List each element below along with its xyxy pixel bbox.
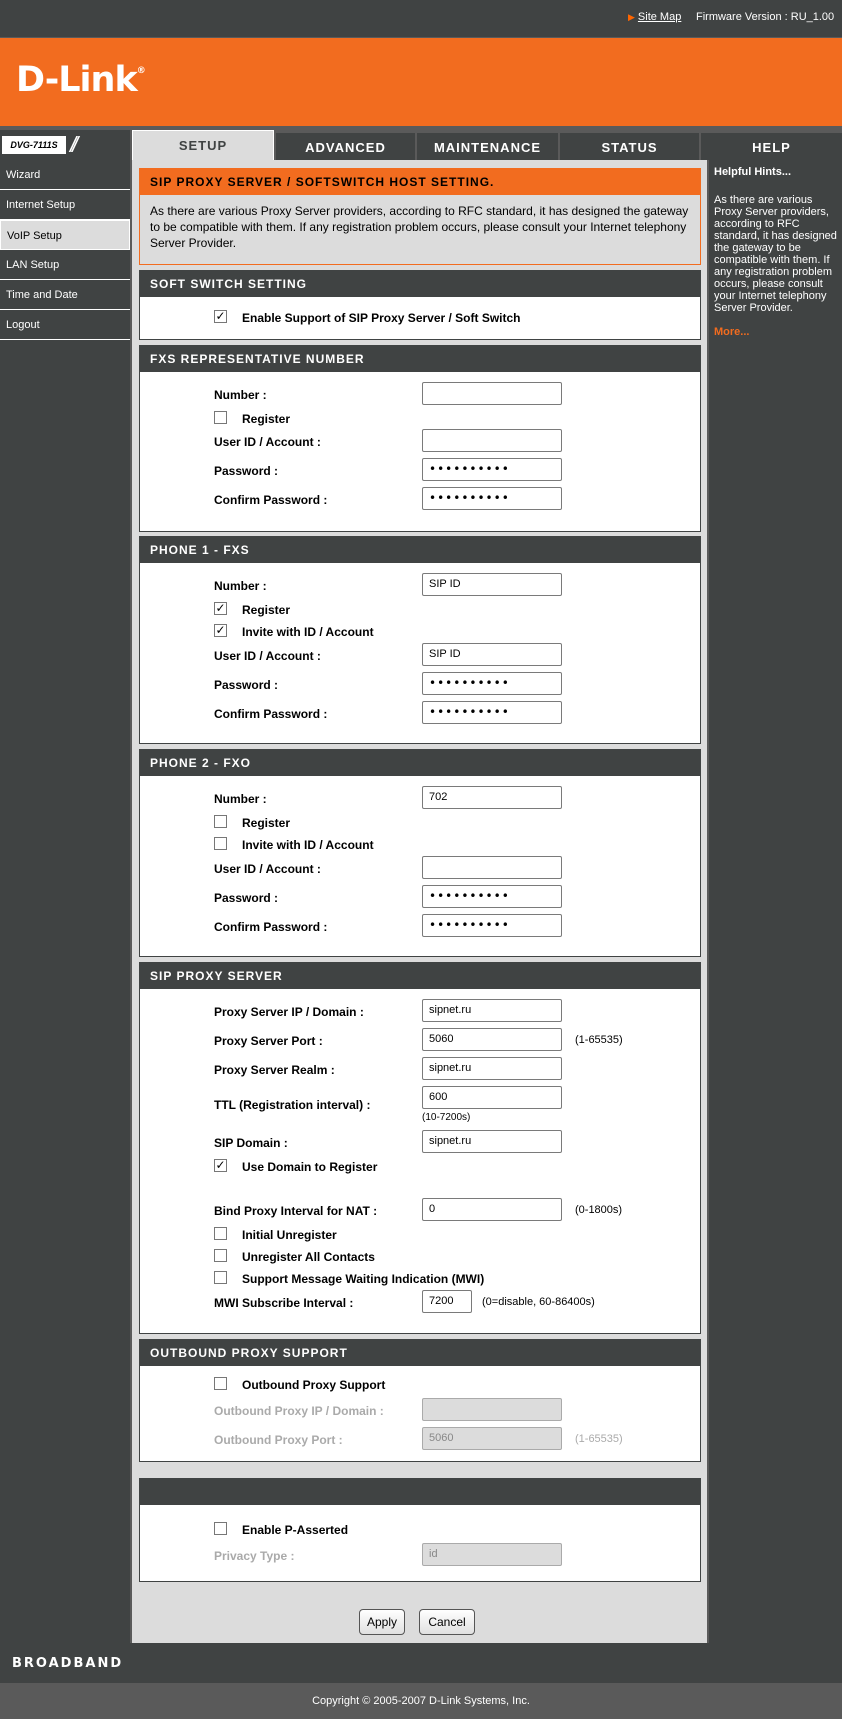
outbound-enable-checkbox[interactable] xyxy=(214,1377,227,1390)
fxs-rep-confirm-input[interactable]: •••••••••• xyxy=(422,487,562,510)
site-map-link[interactable]: Site Map xyxy=(637,11,682,23)
proxy-use-domain-label: Use Domain to Register xyxy=(242,1160,378,1174)
fxs-rep-register-label: Register xyxy=(242,412,291,426)
outbound-port-hint: (1-65535) xyxy=(575,1433,623,1445)
phone2-title: PHONE 2 - FXO xyxy=(140,750,700,776)
phone2-confirm-label: Confirm Password : xyxy=(214,920,328,934)
model-badge xyxy=(0,130,130,160)
proxy-port-input[interactable]: 5060 xyxy=(422,1028,562,1051)
phone1-register-label: Register xyxy=(242,603,291,617)
dlink-logo: D-Link® xyxy=(16,60,145,100)
privacy-type-input[interactable]: id xyxy=(422,1543,562,1566)
fxs-rep-register-checkbox[interactable] xyxy=(214,411,227,424)
passerted-enable-label: Enable P-Asserted xyxy=(242,1523,349,1537)
softswitch-title: SOFT SWITCH SETTING xyxy=(140,271,700,297)
proxy-unreg-all-checkbox[interactable] xyxy=(214,1249,227,1262)
proxy-use-domain-checkbox[interactable]: ✓ xyxy=(215,1158,226,1172)
passerted-title xyxy=(140,1479,700,1505)
outbound-section xyxy=(139,1339,701,1462)
proxy-ip-label: Proxy Server IP / Domain : xyxy=(214,1005,364,1019)
intro-title: SIP PROXY SERVER / SOFTSWITCH HOST SETTING. xyxy=(140,169,700,195)
proxy-domain-label: SIP Domain : xyxy=(214,1136,288,1150)
tab-advanced[interactable]: ADVANCED xyxy=(276,133,415,160)
phone1-user-input[interactable]: SIP ID xyxy=(422,643,562,666)
phone1-invite-checkbox[interactable]: ✓ xyxy=(215,623,226,637)
proxy-port-hint: (1-65535) xyxy=(575,1034,623,1046)
proxy-ttl-input[interactable]: 600 xyxy=(422,1086,562,1109)
proxy-bind-hint: (0-1800s) xyxy=(575,1204,623,1216)
proxy-initial-unreg-label: Initial Unregister xyxy=(242,1228,337,1242)
tab-status[interactable]: STATUS xyxy=(560,133,699,160)
phone1-invite-label: Invite with ID / Account xyxy=(242,625,374,639)
phone2-section xyxy=(139,749,701,957)
apply-button[interactable]: Apply xyxy=(359,1609,405,1635)
nav-item-time-and-date[interactable]: Time and Date xyxy=(0,280,130,310)
outbound-port-label: Outbound Proxy Port : xyxy=(214,1433,343,1447)
proxy-mwi-checkbox[interactable] xyxy=(214,1271,227,1284)
fxs-rep-password-input[interactable]: •••••••••• xyxy=(422,458,562,481)
nav-item-lan-setup[interactable]: LAN Setup xyxy=(0,250,130,280)
nav-item-voip-setup[interactable]: VoIP Setup xyxy=(0,220,130,250)
proxy-mwi-label: Support Message Waiting Indication (MWI) xyxy=(242,1272,485,1286)
phone2-user-input[interactable] xyxy=(422,856,562,879)
phone1-password-input[interactable]: •••••••••• xyxy=(422,672,562,695)
logo-banner xyxy=(0,38,842,126)
intro-box xyxy=(139,168,701,265)
phone2-password-input[interactable]: •••••••••• xyxy=(422,885,562,908)
proxy-ip-input[interactable]: sipnet.ru xyxy=(422,999,562,1022)
phone1-section xyxy=(139,536,701,744)
hints-title: Helpful Hints... xyxy=(714,166,791,178)
proxy-realm-label: Proxy Server Realm : xyxy=(214,1063,335,1077)
outbound-port-input[interactable]: 5060 xyxy=(422,1427,562,1450)
copyright-text: Copyright © 2005-2007 D-Link Systems, Inc. xyxy=(0,1683,842,1706)
cancel-button[interactable]: Cancel xyxy=(419,1609,475,1635)
phone1-password-label: Password : xyxy=(214,678,279,692)
passerted-enable-checkbox[interactable] xyxy=(214,1522,227,1535)
nav-item-wizard[interactable]: Wizard xyxy=(0,160,130,190)
outbound-title: OUTBOUND PROXY SUPPORT xyxy=(140,1340,700,1366)
outbound-enable-label: Outbound Proxy Support xyxy=(242,1378,386,1392)
nav-item-internet-setup[interactable]: Internet Setup xyxy=(0,190,130,220)
proxy-mwi-interval-label: MWI Subscribe Interval : xyxy=(214,1296,354,1310)
phone2-register-checkbox[interactable] xyxy=(214,815,227,828)
phone2-user-label: User ID / Account : xyxy=(214,862,321,876)
privacy-type-label: Privacy Type : xyxy=(214,1549,295,1563)
fxs-rep-section xyxy=(139,345,701,532)
outbound-ip-input[interactable] xyxy=(422,1398,562,1421)
phone2-number-label: Number : xyxy=(214,792,267,806)
phone1-number-label: Number : xyxy=(214,579,267,593)
proxy-ttl-label: TTL (Registration interval) : xyxy=(214,1098,371,1112)
nav-item-logout[interactable]: Logout xyxy=(0,310,130,340)
fxs-rep-number-input[interactable] xyxy=(422,382,562,405)
phone2-invite-checkbox[interactable] xyxy=(214,837,227,850)
slashes-decoration: // xyxy=(70,132,75,157)
softswitch-enable-checkbox[interactable]: ✓ xyxy=(215,309,226,323)
phone1-title: PHONE 1 - FXS xyxy=(140,537,700,563)
phone1-user-label: User ID / Account : xyxy=(214,649,321,663)
model-name: DVG-7111S xyxy=(2,136,66,154)
phone2-confirm-input[interactable]: •••••••••• xyxy=(422,914,562,937)
hints-more-link[interactable]: More... xyxy=(714,326,750,338)
fxs-rep-confirm-label: Confirm Password : xyxy=(214,493,328,507)
broadband-logo: BROADBAND xyxy=(12,1656,124,1671)
hints-body: As there are various Proxy Server providers, according to RFC standard, it has designed the gateway to be compatible with them. If any registration problem occurs, please consult your Internet telephony Server Provider. xyxy=(714,194,837,314)
phone1-confirm-label: Confirm Password : xyxy=(214,707,328,721)
footer-bar xyxy=(0,1643,842,1683)
phone1-number-input[interactable]: SIP ID xyxy=(422,573,562,596)
fxs-rep-number-label: Number : xyxy=(214,388,267,402)
phone2-number-input[interactable]: 702 xyxy=(422,786,562,809)
proxy-section xyxy=(139,962,701,1334)
proxy-title: SIP PROXY SERVER xyxy=(140,963,700,989)
left-nav xyxy=(0,160,130,1643)
proxy-port-label: Proxy Server Port : xyxy=(214,1034,323,1048)
phone2-password-label: Password : xyxy=(214,891,279,905)
phone1-register-checkbox[interactable]: ✓ xyxy=(215,601,226,615)
phone2-register-label: Register xyxy=(242,816,291,830)
softswitch-enable-label: Enable Support of SIP Proxy Server / Soft Switch xyxy=(242,311,521,325)
main-content xyxy=(132,160,707,1643)
passerted-section xyxy=(139,1478,701,1582)
proxy-ttl-hint: (10-7200s) xyxy=(422,1112,471,1123)
tab-help[interactable]: HELP xyxy=(701,133,842,160)
softswitch-section xyxy=(139,270,701,340)
outbound-ip-label: Outbound Proxy IP / Domain : xyxy=(214,1404,384,1418)
proxy-mwi-interval-input[interactable]: 7200 xyxy=(422,1290,472,1313)
tab-setup[interactable]: SETUP xyxy=(132,130,274,160)
helpful-hints-panel xyxy=(709,160,842,1643)
proxy-realm-input[interactable]: sipnet.ru xyxy=(422,1057,562,1080)
firmware-version: Firmware Version : RU_1.00 xyxy=(696,11,835,23)
phone2-invite-label: Invite with ID / Account xyxy=(242,838,374,852)
top-bar xyxy=(0,0,842,37)
site-map-link-wrap xyxy=(628,11,681,23)
arrow-right-icon: ▶ xyxy=(628,12,635,22)
proxy-bind-label: Bind Proxy Interval for NAT : xyxy=(214,1204,378,1218)
fxs-rep-user-label: User ID / Account : xyxy=(214,435,321,449)
proxy-domain-input[interactable]: sipnet.ru xyxy=(422,1130,562,1153)
fxs-rep-password-label: Password : xyxy=(214,464,279,478)
proxy-initial-unreg-checkbox[interactable] xyxy=(214,1227,227,1240)
proxy-unreg-all-label: Unregister All Contacts xyxy=(242,1250,375,1264)
intro-text: As there are various Proxy Server providers, according to RFC standard, it has designed the gateway to be compatible with them. If any registration problem occurs, please consult your Internet telephony Server Provider. xyxy=(150,204,689,250)
fxs-rep-title: FXS REPRESENTATIVE NUMBER xyxy=(140,346,700,372)
phone1-confirm-input[interactable]: •••••••••• xyxy=(422,701,562,724)
tab-maintenance[interactable]: MAINTENANCE xyxy=(417,133,558,160)
fxs-rep-user-input[interactable] xyxy=(422,429,562,452)
proxy-mwi-interval-hint: (0=disable, 60-86400s) xyxy=(482,1296,595,1308)
proxy-bind-input[interactable]: 0 xyxy=(422,1198,562,1221)
tab-row xyxy=(0,130,842,160)
